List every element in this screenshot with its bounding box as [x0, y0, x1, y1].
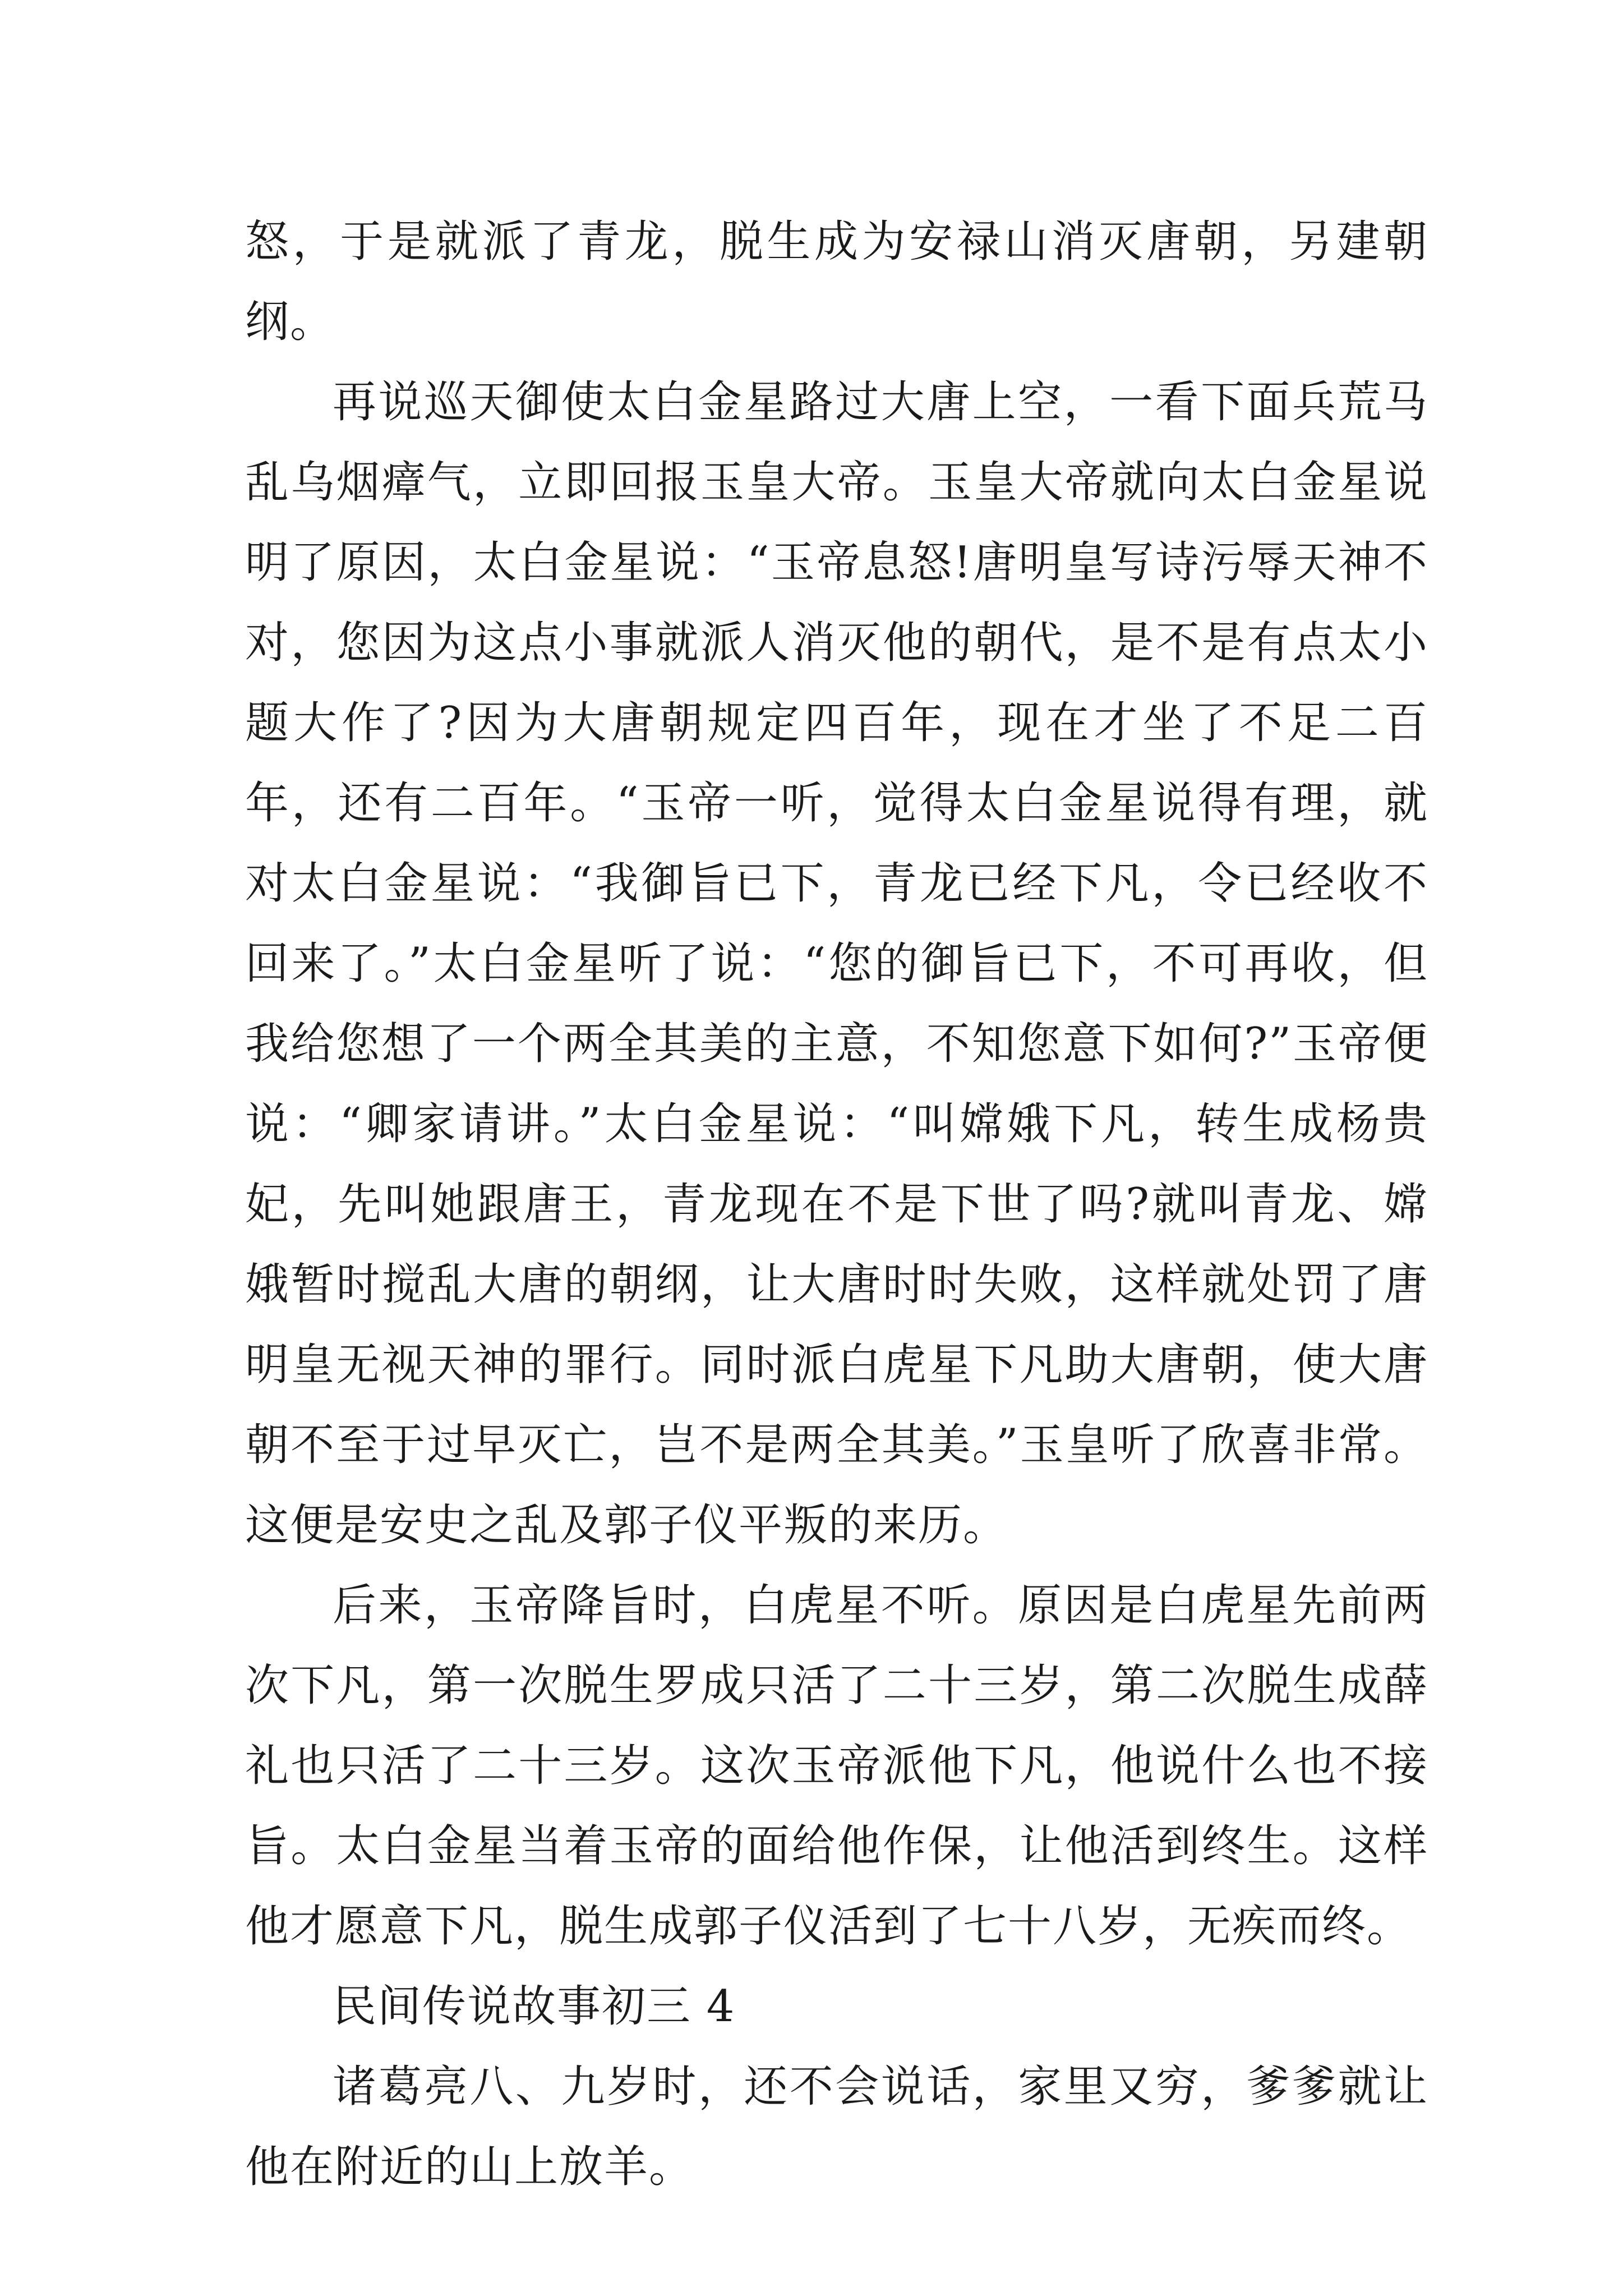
paragraph-zhuge-liang: 诸葛亮八、九岁时，还不会说话，家里又穷，爹爹就让他在附近的山上放羊。 [245, 2062, 1428, 2192]
document-body [245, 202, 1428, 2207]
paragraph-continuation: 怒，于是就派了青龙，脱生成为安禄山消灭唐朝，另建朝纲。 [245, 217, 1428, 347]
section-heading: 民间传说故事初三 4 [333, 1981, 736, 2032]
paragraph-baihu-xing: 后来，玉帝降旨时，白虎星不听。原因是白虎星先前两次下凡，第一次脱生罗成只活了二十三岁，第二次脱生成薛礼也只活了二十三岁。这次玉帝派他下凡，他说什么也不接旨。太白金星当着玉帝的面给他作保，让他活到终生。这样他才愿意下凡，脱生成郭子仪活到了七十八岁，无疾而终。 [245, 1580, 1428, 1952]
paragraph-taibai-jinxing: 再说巡天御使太白金星路过大唐上空，一看下面兵荒马乱乌烟瘴气，立即回报玉皇大帝。玉皇大帝就向太白金星说明了原因，太白金星说：“玉帝息怒!唐明皇写诗污辱天神不对，您因为这点小事就派人消灭他的朝代，是不是有点太小题大作了?因为大唐朝规定四百年，现在才坐了不足二百年，还有二百年。“玉帝一听，觉得太白金星说得有理，就对太白金星说：“我御旨已下，青龙已经下凡，令已经收不回来了。”太白金星听了说：“您的御旨已下，不可再收，但我给您想了一个两全其美的主意，不知您意下如何?”玉帝便说：“卿家请讲。”太白金星说：“叫嫦娥下凡，转生成杨贵妃，先叫她跟唐王，青龙现在不是下世了吗?就叫青龙、嫦娥暂时搅乱大唐的朝纲，让大唐时时失败，这样就处罚了唐明皇无视天神的罪行。同时派白虎星下凡助大唐朝，使大唐朝不至于过早灭亡，岂不是两全其美。”玉皇听了欣喜非常。这便是安史之乱及郭子仪平叛的来历。 [245, 377, 1428, 1550]
